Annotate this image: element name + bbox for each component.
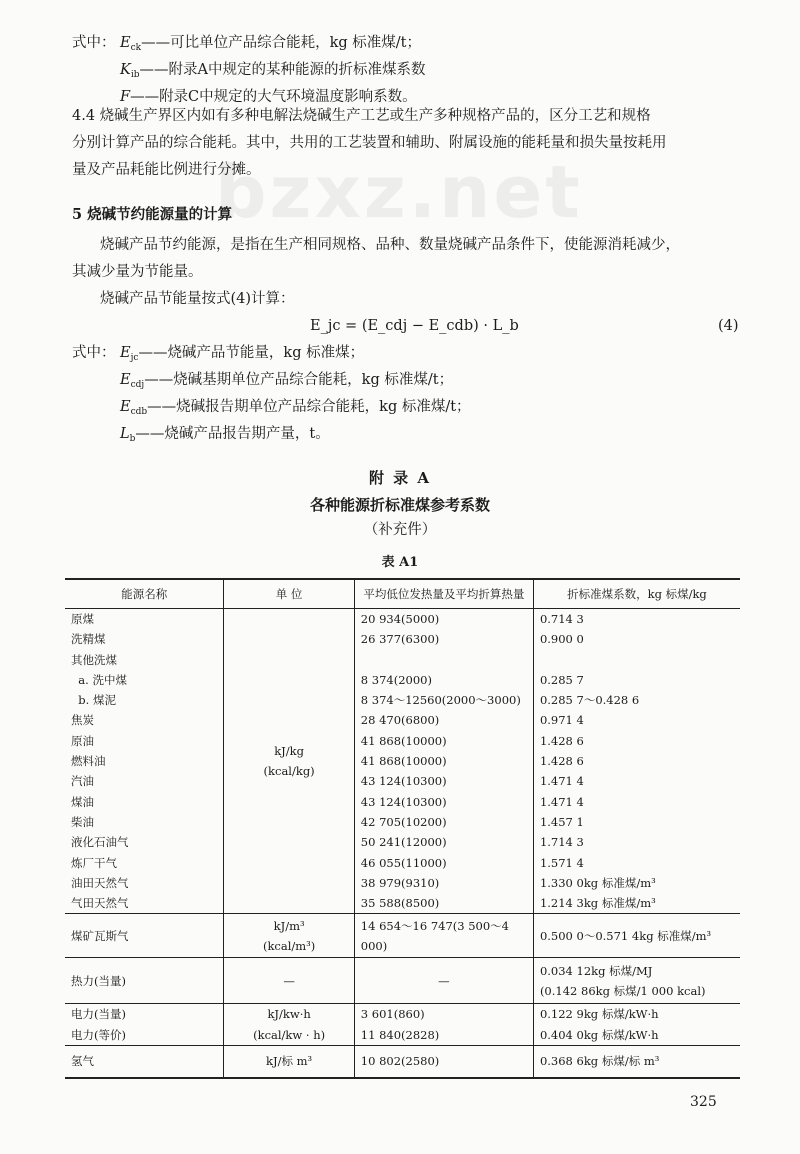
table-row bbox=[65, 792, 740, 812]
cell-energy-name: 电力(当量) bbox=[65, 1004, 224, 1025]
cell-calorific-value: 11 840(2828) bbox=[354, 1025, 533, 1046]
cell-energy-name: 洗精煤 bbox=[65, 629, 224, 649]
formula-number: (4) bbox=[718, 318, 739, 334]
cell-energy-name: 其他洗煤 bbox=[65, 650, 224, 670]
definition-line bbox=[72, 343, 364, 368]
cell-unit: — bbox=[224, 958, 354, 1004]
cell-coefficient: 1.214 3kg 标准煤/m³ bbox=[533, 893, 740, 914]
definition-symbol: F bbox=[120, 89, 131, 105]
cell-energy-name: 氢气 bbox=[65, 1046, 224, 1078]
table-row bbox=[65, 670, 740, 690]
sec44-line2: 分别计算产品的综合能耗。其中，共用的工艺装置和辅助、附属设施的能耗量和损失量按耗用 bbox=[72, 135, 667, 151]
cell-calorific-value: 8 374(2000) bbox=[354, 670, 533, 690]
cell-calorific-value: 28 470(6800) bbox=[354, 710, 533, 730]
appendix-title: 附 录 A bbox=[368, 469, 432, 487]
cell-coefficient: 1.330 0kg 标准煤/m³ bbox=[533, 873, 740, 893]
definition-symbol: E bbox=[120, 35, 131, 51]
cell-coefficient: 0.714 3 bbox=[533, 609, 740, 630]
energy-coefficient-table bbox=[65, 578, 740, 1079]
cell-calorific-value bbox=[354, 650, 533, 670]
cell-unit: kJ/标 m³ bbox=[224, 1046, 354, 1078]
table-row bbox=[65, 893, 740, 914]
formula-text: E_jc = (E_cdj − E_cdb) · L_b bbox=[310, 318, 519, 334]
cell-calorific-value: 26 377(6300) bbox=[354, 629, 533, 649]
cell-energy-name: 电力(等价) bbox=[65, 1025, 224, 1046]
cell-coefficient: 0.285 7～0.428 6 bbox=[533, 690, 740, 710]
definition-text: ——烧碱产品节能量，kg 标准煤； bbox=[138, 345, 365, 361]
sec44-line1: 4.4 烧碱生产界区内如有多种电解法烧碱生产工艺或生产多种规格产品的，区分工艺和规格 bbox=[72, 108, 651, 124]
cell-energy-name: a. 洗中煤 bbox=[65, 670, 224, 690]
table-row bbox=[65, 853, 740, 873]
cell-coefficient: 0.404 0kg 标煤/kW·h bbox=[533, 1025, 740, 1046]
cell-calorific-value: 38 979(9310) bbox=[354, 873, 533, 893]
definition-text: ——烧碱报告期单位产品综合能耗，kg 标准煤/t； bbox=[147, 399, 471, 415]
definition-prefix: 式中： bbox=[72, 35, 116, 51]
cell-energy-name: 煤油 bbox=[65, 792, 224, 812]
cell-calorific-value: 35 588(8500) bbox=[354, 893, 533, 914]
table-row bbox=[65, 914, 740, 958]
cell-calorific-value: 50 241(12000) bbox=[354, 832, 533, 852]
definition-subscript: ck bbox=[130, 43, 142, 53]
cell-coefficient: 1.457 1 bbox=[533, 812, 740, 832]
cell-energy-name: 燃料油 bbox=[65, 751, 224, 771]
appendix-note: （补充件） bbox=[363, 522, 437, 538]
definition-text: ——可比单位产品综合能耗，kg 标准煤/t； bbox=[141, 35, 421, 51]
cell-energy-name: 原油 bbox=[65, 731, 224, 751]
cell-coefficient: 0.368 6kg 标煤/标 m³ bbox=[533, 1046, 740, 1078]
table-header-row bbox=[65, 579, 740, 609]
definition-symbol: E bbox=[120, 345, 131, 361]
cell-energy-name: 气田天然气 bbox=[65, 893, 224, 914]
cell-coefficient: 1.714 3 bbox=[533, 832, 740, 852]
cell-calorific-value: 3 601(860) bbox=[354, 1004, 533, 1025]
table-caption: 表 A1 bbox=[381, 555, 419, 570]
page-number: 325 bbox=[690, 1094, 717, 1110]
cell-coefficient: 1.471 4 bbox=[533, 771, 740, 791]
cell-energy-name: 油田天然气 bbox=[65, 873, 224, 893]
definition-line bbox=[72, 370, 453, 395]
definition-symbol: E bbox=[120, 399, 131, 415]
definition-symbol: K bbox=[120, 62, 131, 78]
sec44-line3: 量及产品耗能比例进行分摊。 bbox=[72, 162, 261, 178]
cell-coefficient: 0.034 12kg 标煤/MJ (0.142 86kg 标煤/1 000 kcal) bbox=[533, 958, 740, 1004]
table-row bbox=[65, 1046, 740, 1078]
cell-calorific-value: 10 802(2580) bbox=[354, 1046, 533, 1078]
definition-subscript: cdj bbox=[130, 380, 145, 390]
table-row bbox=[65, 873, 740, 893]
definition-text: ——烧碱产品报告期产量，t。 bbox=[135, 426, 330, 442]
formula-4 bbox=[310, 316, 519, 336]
cell-calorific-value: 41 868(10000) bbox=[354, 751, 533, 771]
cell-calorific-value: — bbox=[354, 958, 533, 1004]
table-row bbox=[65, 710, 740, 730]
definition-text: ——附录C中规定的大气环境温度影响系数。 bbox=[130, 89, 417, 105]
cell-coefficient: 0.500 0～0.571 4kg 标准煤/m³ bbox=[533, 914, 740, 958]
definition-text: ——附录A中规定的某种能源的折标准煤系数 bbox=[139, 62, 426, 78]
definition-line bbox=[72, 424, 330, 449]
header-energy-name: 能源名称 bbox=[65, 579, 224, 609]
cell-coefficient: 1.428 6 bbox=[533, 751, 740, 771]
table-row bbox=[65, 609, 740, 630]
table-row bbox=[65, 1025, 740, 1046]
cell-energy-name: 煤矿瓦斯气 bbox=[65, 914, 224, 958]
header-coefficient: 折标准煤系数，kg 标煤/kg bbox=[533, 579, 740, 609]
table-row bbox=[65, 812, 740, 832]
cell-energy-name: 炼厂干气 bbox=[65, 853, 224, 873]
cell-energy-name: 原煤 bbox=[65, 609, 224, 630]
appendix-subtitle: 各种能源折标准煤参考系数 bbox=[309, 496, 490, 514]
definition-line bbox=[72, 397, 471, 422]
cell-calorific-value: 41 868(10000) bbox=[354, 731, 533, 751]
table-row bbox=[65, 958, 740, 1004]
cell-coefficient: 1.571 4 bbox=[533, 853, 740, 873]
table-row bbox=[65, 629, 740, 649]
cell-energy-name: 柴油 bbox=[65, 812, 224, 832]
cell-calorific-value: 42 705(10200) bbox=[354, 812, 533, 832]
cell-calorific-value: 14 654～16 747(3 500～4 000) bbox=[354, 914, 533, 958]
table-row bbox=[65, 832, 740, 852]
section-5-heading: 5 烧碱节约能源量的计算 bbox=[72, 206, 233, 223]
definition-line bbox=[72, 60, 425, 85]
cell-calorific-value: 43 124(10300) bbox=[354, 792, 533, 812]
cell-calorific-value: 20 934(5000) bbox=[354, 609, 533, 630]
sec5-para2: 烧碱产品节能量按式(4)计算： bbox=[100, 291, 295, 307]
watermark: bzxz.net bbox=[215, 150, 583, 234]
definition-subscript: b bbox=[129, 434, 136, 444]
definition-symbol: E bbox=[120, 372, 131, 388]
definition-line bbox=[72, 33, 421, 58]
table-row bbox=[65, 751, 740, 771]
definition-subscript: jc bbox=[130, 353, 139, 363]
table-row bbox=[65, 690, 740, 710]
cell-energy-name: 焦炭 bbox=[65, 710, 224, 730]
definition-prefix: 式中： bbox=[72, 345, 116, 361]
table-row bbox=[65, 731, 740, 751]
cell-energy-name: 热力(当量) bbox=[65, 958, 224, 1004]
cell-coefficient: 1.428 6 bbox=[533, 731, 740, 751]
cell-coefficient bbox=[533, 650, 740, 670]
cell-coefficient: 0.122 9kg 标煤/kW·h bbox=[533, 1004, 740, 1025]
cell-unit: kJ/kg (kcal/kg) bbox=[224, 609, 354, 914]
table-row bbox=[65, 650, 740, 670]
cell-energy-name: 液化石油气 bbox=[65, 832, 224, 852]
header-unit: 单 位 bbox=[224, 579, 354, 609]
cell-energy-name: 汽油 bbox=[65, 771, 224, 791]
table-row bbox=[65, 771, 740, 791]
cell-energy-name: b. 煤泥 bbox=[65, 690, 224, 710]
cell-coefficient: 0.285 7 bbox=[533, 670, 740, 690]
cell-calorific-value: 46 055(11000) bbox=[354, 853, 533, 873]
cell-unit: kJ/kw·h (kcal/kw · h) bbox=[224, 1004, 354, 1046]
sec5-para1-line1: 烧碱产品节约能源，是指在生产相同规格、品种、数量烧碱产品条件下，使能源消耗减少， bbox=[100, 237, 680, 253]
cell-unit: kJ/m³ (kcal/m³) bbox=[224, 914, 354, 958]
definition-subscript: ib bbox=[130, 70, 140, 80]
header-calorific-value: 平均低位发热量及平均折算热量 bbox=[354, 579, 533, 609]
cell-coefficient: 0.971 4 bbox=[533, 710, 740, 730]
definition-text: ——烧碱基期单位产品综合能耗，kg 标准煤/t； bbox=[144, 372, 454, 388]
cell-calorific-value: 43 124(10300) bbox=[354, 771, 533, 791]
definition-symbol: L bbox=[120, 426, 130, 442]
definition-subscript: cdb bbox=[130, 407, 148, 417]
cell-calorific-value: 8 374～12560(2000～3000) bbox=[354, 690, 533, 710]
table-row bbox=[65, 1004, 740, 1025]
cell-coefficient: 0.900 0 bbox=[533, 629, 740, 649]
cell-coefficient: 1.471 4 bbox=[533, 792, 740, 812]
sec5-para1-line2: 其减少量为节能量。 bbox=[72, 264, 203, 280]
